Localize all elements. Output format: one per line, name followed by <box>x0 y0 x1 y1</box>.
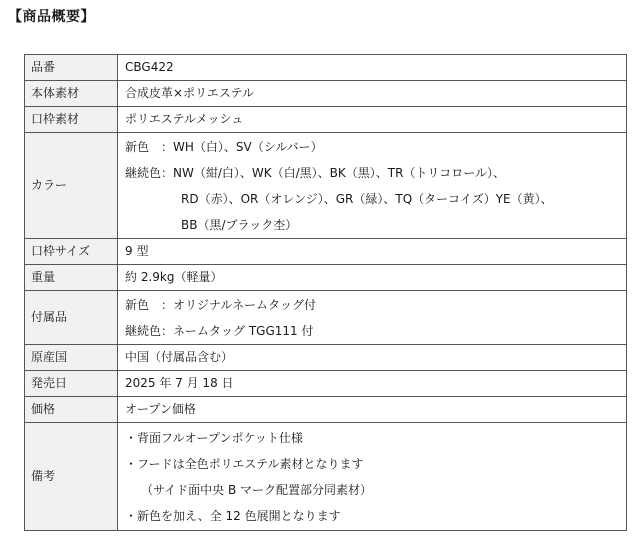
table-row <box>25 423 627 531</box>
row-value-origin: 中国（付属品含む） <box>118 345 627 371</box>
row-value-weight: 約 2.9kg（軽量） <box>118 265 627 291</box>
table-row <box>25 239 627 265</box>
accessory-line-new: 新色 ：オリジナルネームタッグ付 <box>125 297 317 312</box>
row-label-body-material: 本体素材 <box>25 81 118 107</box>
table-row <box>25 371 627 397</box>
note-line-3: （サイド面中央 B マーク配置部分同素材） <box>141 482 373 497</box>
row-label-color: カラー <box>25 133 118 239</box>
row-label-release: 発売日 <box>25 371 118 397</box>
row-label-price: 価格 <box>25 397 118 423</box>
row-value-frame-material: ポリエステルメッシュ <box>118 107 627 133</box>
row-value-product-no: CBG422 <box>118 55 627 81</box>
row-value-accessories <box>118 291 627 345</box>
row-value-release: 2025 年 7 月 18 日 <box>118 371 627 397</box>
note-line-1: ・背面フルオープンポケット仕様 <box>125 430 303 445</box>
color-line-continuing-3: BB（黒/ブラック杢） <box>181 217 298 232</box>
row-label-weight: 重量 <box>25 265 118 291</box>
row-label-accessories: 付属品 <box>25 291 118 345</box>
table-row <box>25 397 627 423</box>
spec-table <box>24 54 627 531</box>
row-label-product-no: 品番 <box>25 55 118 81</box>
row-value-body-material: 合成皮革×ポリエステル <box>118 81 627 107</box>
table-row <box>25 265 627 291</box>
color-line-new: 新色 ：WH（白）、SV（シルバー） <box>125 139 323 154</box>
table-row <box>25 107 627 133</box>
table-row <box>25 55 627 81</box>
accessory-line-continuing: 継続色：ネームタッグ TGG111 付 <box>125 323 314 338</box>
row-label-frame-size: 口枠サイズ <box>25 239 118 265</box>
row-label-notes: 備考 <box>25 423 118 531</box>
table-row <box>25 81 627 107</box>
row-value-notes <box>118 423 627 531</box>
row-value-color <box>118 133 627 239</box>
row-value-price: オープン価格 <box>118 397 627 423</box>
note-line-2: ・フードは全色ポリエステル素材となります <box>125 456 364 471</box>
color-line-continuing-2: RD（赤）、OR（オレンジ）、GR（緑）、TQ（ターコイズ）YE（黄）、 <box>181 191 553 206</box>
row-label-frame-material: 口枠素材 <box>25 107 118 133</box>
note-line-4: ・新色を加え、全 12 色展開となります <box>125 508 341 523</box>
section-heading: 【商品概要】 <box>8 9 95 25</box>
color-line-continuing: 継続色：NW（紺/白）、WK（白/黒）、BK（黒）、TR（トリコロール）、 <box>125 165 505 180</box>
table-row <box>25 133 627 239</box>
table-row <box>25 345 627 371</box>
table-row <box>25 291 627 345</box>
row-label-origin: 原産国 <box>25 345 118 371</box>
row-value-frame-size: 9 型 <box>118 239 627 265</box>
